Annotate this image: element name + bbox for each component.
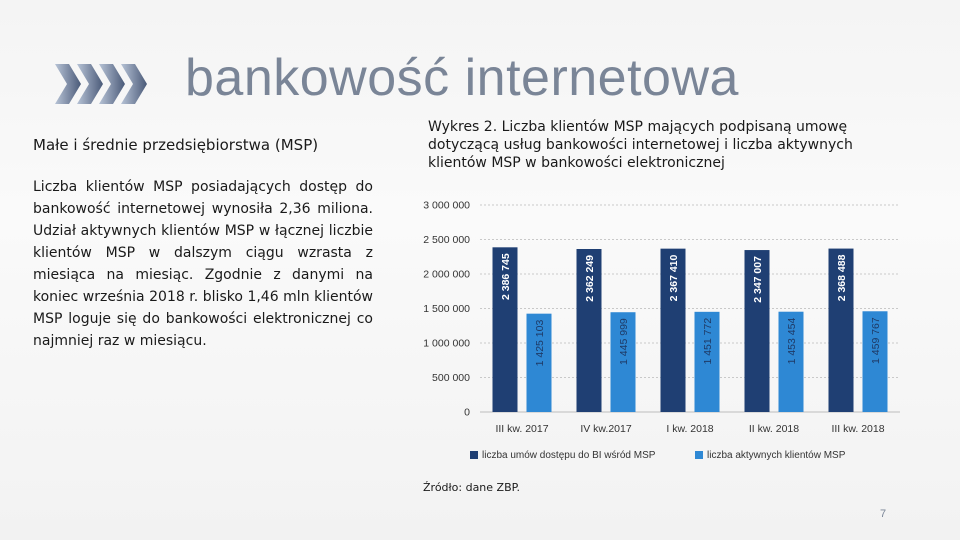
- y-tick-label: 3 000 000: [423, 199, 470, 212]
- page-number: 7: [880, 508, 887, 520]
- data-label: 1 451 772: [702, 317, 714, 365]
- y-tick-label: 0: [464, 406, 470, 419]
- x-tick-label: II kw. 2018: [748, 423, 800, 435]
- x-tick-label: IV kw.2017: [580, 423, 632, 435]
- legend-swatch: [695, 451, 703, 459]
- body-paragraph: Liczba klientów MSP posiadających dostęp do bankowość internetowej wynosiła 2,36 miliona. Udział aktywnych klientów MSP w łącznej liczbie klientów MSP w dalszym ciągu wzrasta z miesiąca na miesiąc. Zgodnie z danymi na koniec września 2018 r. blisko 1,46 mln klientów MSP loguje się do bankowości elektronicznej co najmniej raz w miesiącu.: [33, 179, 373, 349]
- data-label: 2 362 249: [584, 255, 596, 302]
- data-label: 1 459 767: [870, 317, 882, 364]
- data-label: 2 367 410: [668, 254, 680, 302]
- legend-label: liczba umów dostępu do BI wśród MSP: [482, 450, 656, 461]
- data-label: 1 425 103: [534, 319, 546, 367]
- y-tick-label: 1 500 000: [423, 303, 470, 315]
- y-tick-label: 1 000 000: [423, 337, 470, 350]
- slide-title: bankowość internetowa: [185, 49, 739, 107]
- data-label: 1 453 454: [786, 317, 798, 365]
- source-note: Źródło: dane ZBP.: [423, 481, 521, 494]
- data-label: 2 368 488: [836, 254, 848, 302]
- x-tick-label: I kw. 2018: [666, 423, 714, 435]
- legend-swatch: [470, 451, 478, 459]
- x-tick-label: III kw. 2018: [831, 423, 885, 435]
- chart-caption: Wykres 2. Liczba klientów MSP mających podpisaną umowę dotyczącą usług bankowości internetowej i liczba aktywnych klientów MSP w bankowości elektronicznej: [428, 119, 853, 171]
- y-tick-label: 2 000 000: [423, 268, 470, 281]
- section-subtitle: Małe i średnie przedsiębiorstwa (MSP): [33, 136, 319, 154]
- data-label: 2 386 745: [500, 253, 512, 301]
- bar-chart: [415, 192, 915, 492]
- chevron-right-icon: [55, 62, 150, 106]
- x-tick-label: III kw. 2017: [495, 423, 549, 435]
- legend-label: liczba aktywnych klientów MSP: [707, 450, 846, 461]
- data-label: 2 347 007: [752, 256, 764, 303]
- y-tick-label: 2 500 000: [423, 234, 470, 246]
- y-tick-label: 500 000: [432, 372, 470, 384]
- data-label: 1 445 999: [618, 318, 630, 365]
